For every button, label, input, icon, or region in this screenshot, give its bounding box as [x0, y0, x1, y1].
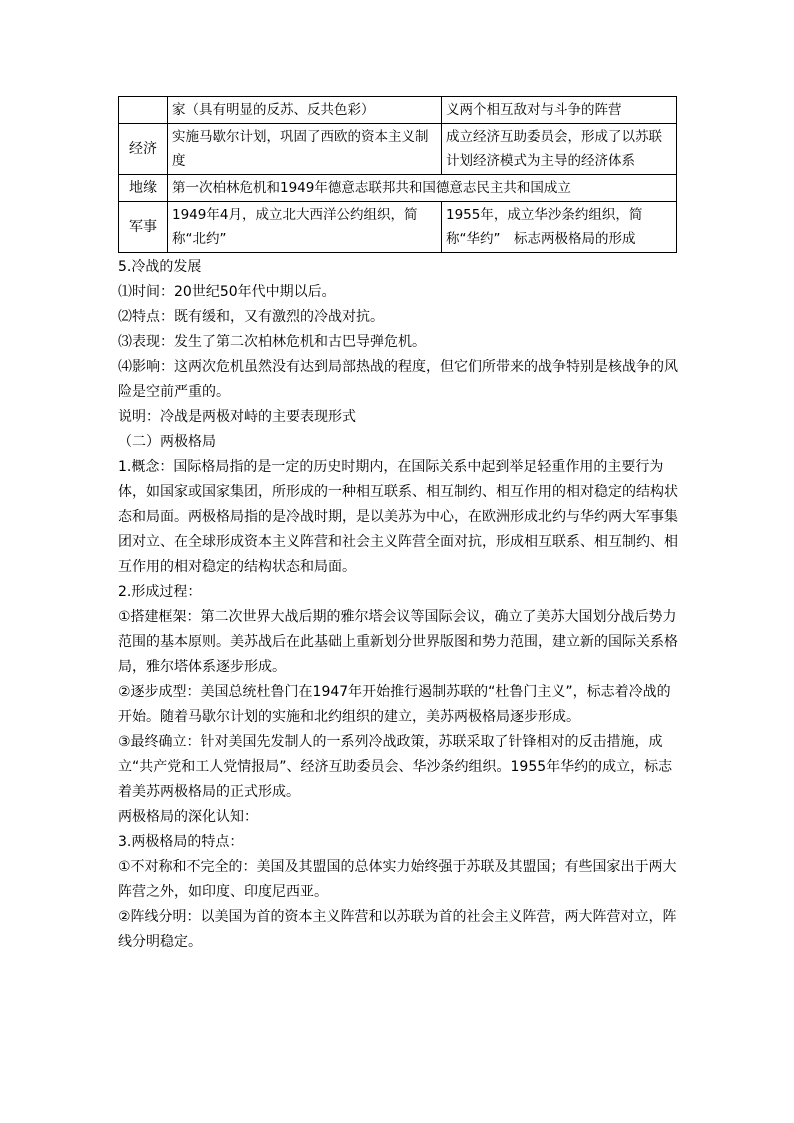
- row-label: 经济: [119, 124, 168, 175]
- row-label: [119, 97, 168, 124]
- section-heading: （二）两极格局: [118, 434, 216, 450]
- row-label: 军事: [119, 202, 168, 253]
- east-cell: 1955年，成立华沙条约组织，简称“华约” 标志两极格局的形成: [442, 202, 677, 253]
- comparison-table: [118, 96, 677, 253]
- paragraph: ②阵线分明：以美国为首的资本主义阵营和以苏联为首的社会主义阵营，两大阵营对立，阵线分明稳定。: [118, 909, 677, 950]
- table-row: [119, 124, 677, 175]
- paragraph: ①不对称和不完全的：美国及其盟国的总体实力始终强于苏联及其盟国；有些国家出于两大阵营之外，如印度、印度尼西亚。: [118, 859, 677, 900]
- west-cell: 家（具有明显的反苏、反共色彩）: [168, 97, 442, 124]
- document-page: [118, 96, 678, 955]
- west-cell: 1949年4月，成立北大西洋公约组织，简称“北约”: [168, 202, 442, 253]
- section-heading: 2.形成过程：: [118, 584, 202, 600]
- paragraph: ⑵特点：既有缓和，又有激烈的冷战对抗。: [118, 309, 384, 325]
- section-heading: 5.冷战的发展: [118, 259, 202, 275]
- paragraph: ⑶表现：发生了第二次柏林危机和古巴导弹危机。: [118, 334, 426, 350]
- row-label: 地缘: [119, 175, 168, 202]
- note: 说明：冷战是两极对峙的主要表现形式: [118, 409, 356, 425]
- table-row: [119, 202, 677, 253]
- east-cell: 义两个相互敌对与斗争的阵营: [442, 97, 677, 124]
- section-heading: 两极格局的深化认知：: [118, 809, 258, 825]
- paragraph: ②逐步成型：美国总统杜鲁门在1947年开始推行遏制苏联的“杜鲁门主义”，标志着冷战的开始。随着马歇尔计划的实施和北约组织的建立，美苏两极格局逐步形成。: [118, 684, 671, 725]
- section-heading: 3.两极格局的特点：: [118, 834, 244, 850]
- paragraph: ①搭建框架：第二次世界大战后期的雅尔塔会议等国际会议，确立了美苏大国划分战后势力范围的基本原则。美苏战后在此基础上重新划分世界版图和势力范围，建立新的国际关系格局，雅尔塔体系逐步形成。: [118, 609, 678, 675]
- paragraph: ③最终确立：针对美国先发制人的一系列冷战政策，苏联采取了针锋相对的反击措施，成立“共产党和工人党情报局”、经济互助委员会、华沙条约组织。1955年华约的成立，标志着美苏两极格局的正式形成。: [118, 734, 673, 800]
- west-cell: 实施马歇尔计划，巩固了西欧的资本主义制度: [168, 124, 442, 175]
- merged-cell: 第一次柏林危机和1949年德意志联邦共和国德意志民主共和国成立: [168, 175, 677, 202]
- paragraph: ⑷影响：这两次危机虽然没有达到局部热战的程度，但它们所带来的战争特别是核战争的风险是空前严重的。: [118, 359, 678, 400]
- table-row: [119, 97, 677, 124]
- table-row: [119, 175, 677, 202]
- paragraph: 1.概念：国际格局指的是一定的历史时期内，在国际关系中起到举足轻重作用的主要行为体，如国家或国家集团，所形成的一种相互联系、相互制约、相互作用的相对稳定的结构状态和局面。两极格局指的是冷战时期，是以美苏为中心，在欧洲形成北约与华约两大军事集团对立、在全球形成资本主义阵营和社会主义阵营全面对抗，形成相互联系、相互制约、相互作用的相对稳定的结构状态和局面。: [118, 459, 678, 575]
- paragraph: ⑴时间：20世纪50年代中期以后。: [118, 284, 336, 300]
- body-text: [118, 255, 678, 955]
- east-cell: 成立经济互助委员会，形成了以苏联计划经济模式为主导的经济体系: [442, 124, 677, 175]
